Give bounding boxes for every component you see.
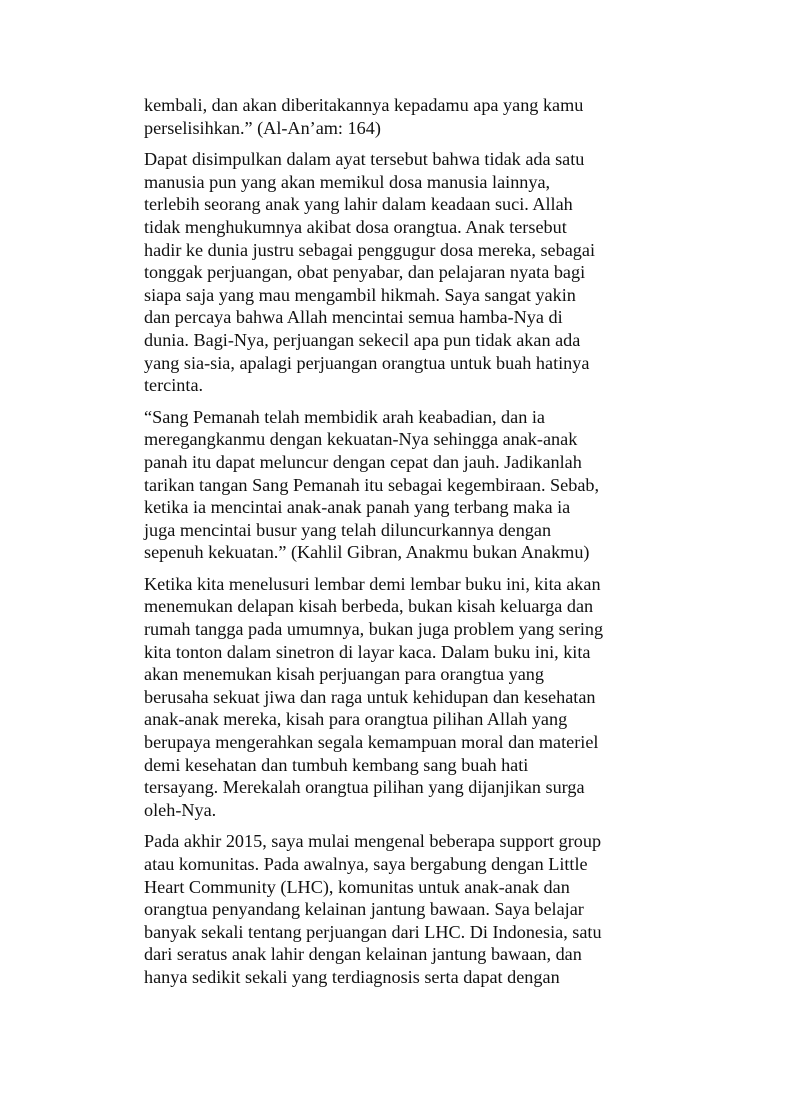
paragraph-conclusion: [144, 148, 654, 397]
text-line: tercinta.: [144, 375, 204, 396]
text-line: sepenuh kekuatan.” (Kahlil Gibran, Anakmu bukan Anakmu): [144, 542, 590, 563]
text-line: panah itu dapat meluncur dengan cepat dan jauh. Jadikanlah: [144, 451, 582, 472]
text-line: Ketika kita menelusuri lembar demi lembar buku ini, kita akan: [144, 573, 601, 594]
text-line: orangtua penyandang kelainan jantung bawaan. Saya belajar: [144, 899, 584, 920]
paragraph-support-group: [144, 830, 654, 988]
text-line: meregangkanmu dengan kekuatan-Nya sehingga anak-anak: [144, 429, 578, 450]
text-line: terlebih seorang anak yang lahir dalam keadaan suci. Allah: [144, 194, 573, 215]
text-line: “Sang Pemanah telah membidik arah keabadian, dan ia: [144, 406, 545, 427]
paragraph-quran-quote-end: [144, 94, 654, 139]
text-line: menemukan delapan kisah berbeda, bukan kisah keluarga dan: [144, 596, 594, 617]
text-line: yang sia-sia, apalagi perjuangan orangtua untuk buah hatinya: [144, 352, 590, 373]
text-line: hadir ke dunia justru sebagai penggugur dosa mereka, sebagai: [144, 239, 596, 260]
text-line: Pada akhir 2015, saya mulai mengenal beberapa support group: [144, 831, 602, 852]
text-line: anak-anak mereka, kisah para orangtua pilihan Allah yang: [144, 709, 568, 730]
text-line: berupaya mengerahkan segala kemampuan moral dan materiel: [144, 732, 599, 753]
text-line: kembali, dan akan diberitakannya kepadamu apa yang kamu: [144, 95, 584, 115]
text-line: kita tonton dalam sinetron di layar kaca. Dalam buku ini, kita: [144, 641, 591, 662]
text-line: juga mencintai busur yang telah diluncurkannya dengan: [144, 519, 552, 540]
text-line: siapa saja yang mau mengambil hikmah. Saya sangat yakin: [144, 284, 576, 305]
text-line: Heart Community (LHC), komunitas untuk anak-anak dan: [144, 876, 570, 897]
text-line: dari seratus anak lahir dengan kelainan jantung bawaan, dan: [144, 944, 582, 965]
text-line: manusia pun yang akan memikul dosa manusia lainnya,: [144, 171, 551, 192]
text-line: rumah tangga pada umumnya, bukan juga problem yang sering: [144, 619, 604, 640]
text-line: hanya sedikit sekali yang terdiagnosis serta dapat dengan: [144, 966, 560, 987]
text-line: ketika ia mencintai anak-anak panah yang terbang maka ia: [144, 497, 571, 518]
text-line: tersayang. Merekalah orangtua pilihan yang dijanjikan surga: [144, 777, 585, 798]
text-line: tidak menghukumnya akibat dosa orangtua. Anak tersebut: [144, 216, 567, 237]
text-line: dunia. Bagi-Nya, perjuangan sekecil apa pun tidak akan ada: [144, 329, 581, 350]
text-line: atau komunitas. Pada awalnya, saya bergabung dengan Little: [144, 854, 588, 874]
text-line: berusaha sekuat jiwa dan raga untuk kehidupan dan kesehatan: [144, 686, 596, 707]
text-line: tarikan tangan Sang Pemanah itu sebagai kegembiraan. Sebab,: [144, 474, 600, 495]
text-line: akan menemukan kisah perjuangan para orangtua yang: [144, 664, 544, 685]
document-page: [144, 94, 654, 998]
paragraph-gibran-quote: [144, 406, 654, 564]
text-line: perselisihkan.” (Al-An’am: 164): [144, 117, 381, 138]
text-line: oleh-Nya.: [144, 799, 217, 820]
paragraph-book-overview: [144, 573, 654, 822]
text-line: dan percaya bahwa Allah mencintai semua hamba-Nya di: [144, 307, 563, 328]
text-line: demi kesehatan dan tumbuh kembang sang buah hati: [144, 754, 529, 775]
text-line: tonggak perjuangan, obat penyabar, dan pelajaran nyata bagi: [144, 262, 586, 283]
text-line: banyak sekali tentang perjuangan dari LHC. Di Indonesia, satu: [144, 921, 602, 942]
text-line: Dapat disimpulkan dalam ayat tersebut bahwa tidak ada satu: [144, 149, 585, 170]
